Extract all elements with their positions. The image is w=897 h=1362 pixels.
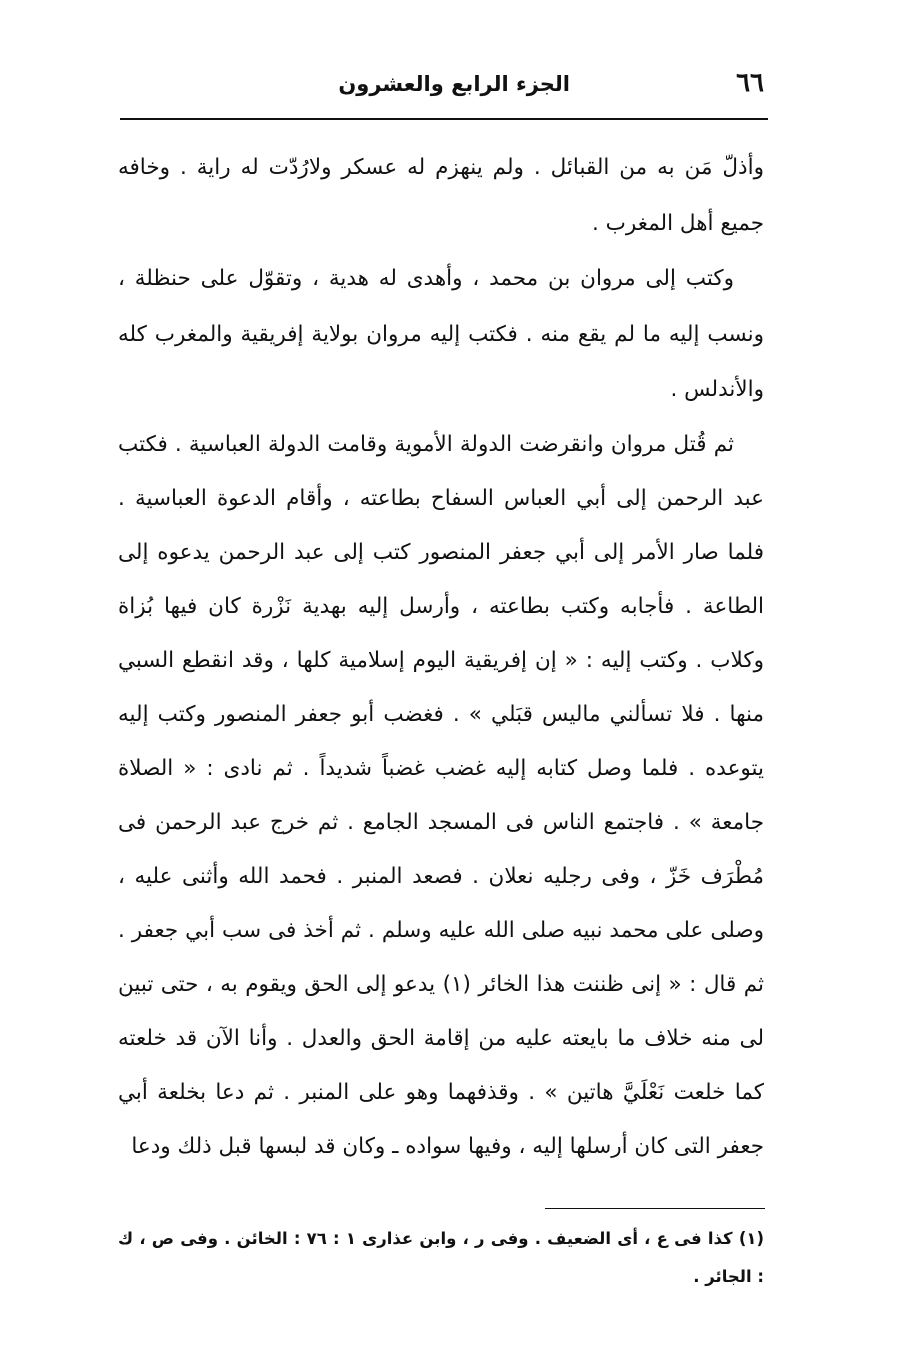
body-text bbox=[118, 140, 764, 1174]
footnote-rule bbox=[545, 1208, 765, 1209]
paragraph-2: وكتب إلى مروان بن محمد ، وأهدى له هدية ، وتقوّل على حنظلة ، ونسب إليه ما لم يقع منه . فكتب إليه مروان بولاية إفريقية والمغرب كله والأندلس . bbox=[118, 266, 764, 402]
footnote-text: (١) كذا فى ع ، أى الضعيف . وفى ر ، وابن عذارى ١ : ٧٦ : الخائن . وفى ص ، ك : الجائر . bbox=[118, 1229, 764, 1286]
running-head: الجزء الرابع والعشرون bbox=[338, 72, 570, 96]
page-header bbox=[120, 60, 770, 110]
footnote bbox=[118, 1220, 764, 1296]
page-number: ٦٦ bbox=[736, 68, 764, 98]
paragraph-3: ثم قُتل مروان وانقرضت الدولة الأموية وقامت الدولة العباسية . فكتب عبد الرحمن إلى أبي العباس السفاح بطاعته ، وأقام الدعوة العباسية . فلما صار الأمر إلى أبي جعفر المنصور كتب إلى عبد الرحمن يدعوه إلى الطاعة . فأجابه وكتب بطاعته ، وأرسل إليه بهدية نَزْرة كان فيها بُزاة وكلاب . وكتب إليه : « إن إفريقية اليوم إسلامية كلها ، وقد انقطع السبي منها . فلا تسألني ماليس قبَلي » . فغضب أبو جعفر المنصور وكتب إليه يتوعده . فلما وصل كتابه إليه غضب غضباً شديداً . ثم نادى : « الصلاة جامعة » . فاجتمع الناس فى المسجد الجامع . ثم خرج عبد الرحمن فى مُطْرَف خَزّ ، وفى رجليه نعلان . فصعد المنبر . فحمد الله وأثنى عليه ، وصلى على محمد نبيه صلى الله عليه وسلم . ثم أخذ فى سب أبي جعفر . ثم قال : « إنى ظننت هذا الخائر (١) يدعو إلى الحق ويقوم به ، حتى تبين لى منه خلاف ما بايعته عليه من إقامة الحق والعدل . وأنا الآن قد خلعته كما خلعت نَعْلَيَّ هاتين » . وقذفهما وهو على المنبر . ثم دعا بخلعة أبي جعفر التى كان أرسلها إليه ، وفيها سواده ـ وكان قد لبسها قبل ذلك ودعا bbox=[118, 431, 764, 1159]
paragraph-1: وأذلّ مَن به من القبائل . ولم ينهزم له عسكر ولارُدّت له راية . وخافه جميع أهل المغرب . bbox=[118, 155, 764, 236]
header-rule bbox=[120, 118, 768, 120]
